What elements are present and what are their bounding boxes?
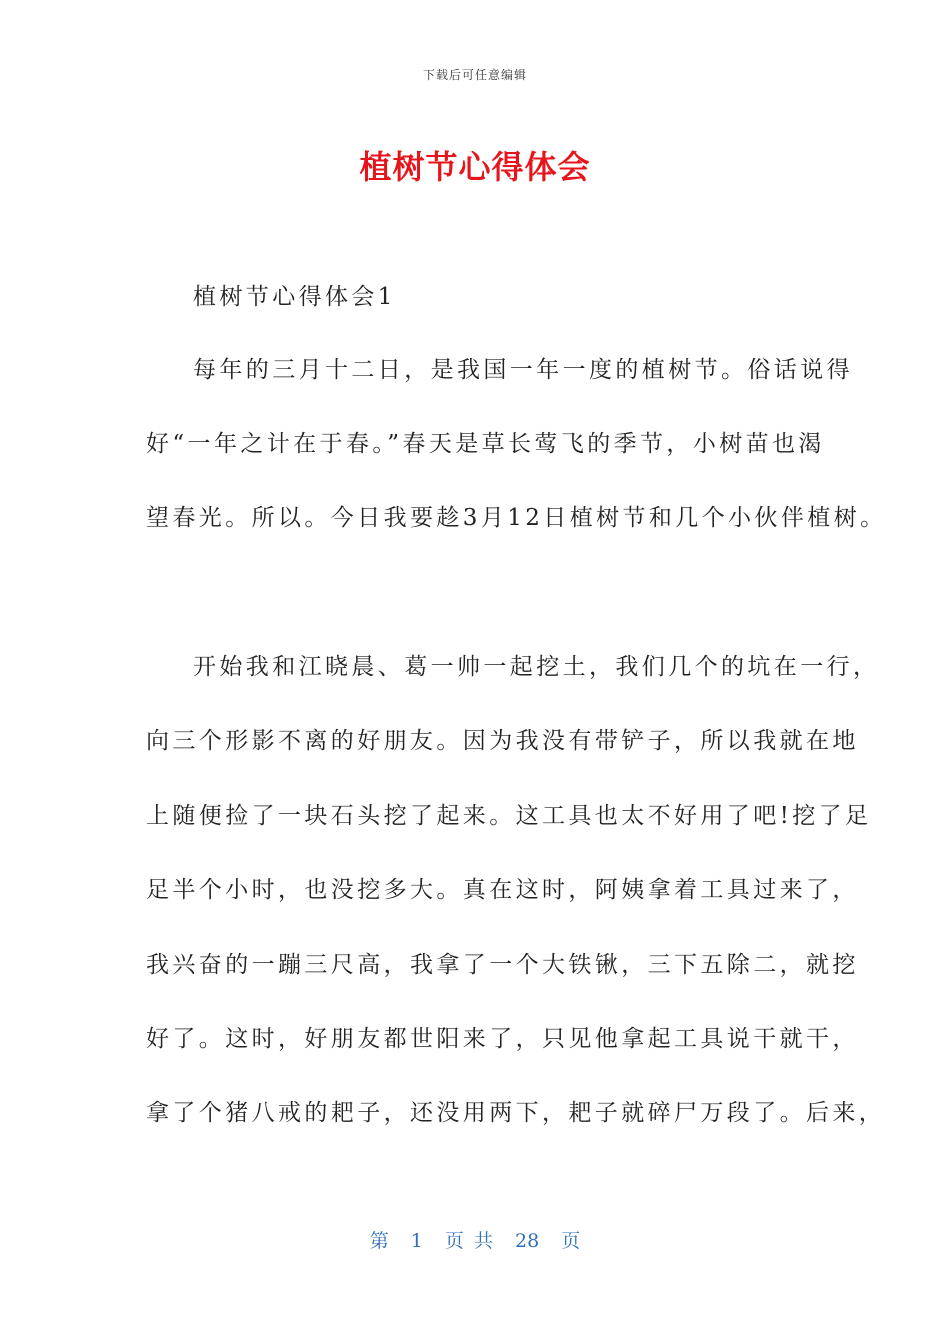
paragraph-line: 好“一年之计在于春。”春天是草长莺飞的季节，小树苗也渴 [146,431,825,457]
footer-suffix: 页 [561,1230,581,1252]
paragraph-line: 上随便捡了一块石头挖了起来。这工具也太不好用了吧!挖了足 [146,803,872,829]
total-page-count: 28 [515,1230,540,1252]
page-number-footer [0,1226,950,1253]
paragraph-line: 好了。这时，好朋友都世阳来了，只见他拿起工具说干就干， [146,1026,859,1052]
paragraph-line: 我兴奋的一蹦三尺高，我拿了一个大铁锹，三下五除二，就挖 [146,952,859,978]
section-heading: 植树节心得体会1 [193,284,396,310]
current-page-number: 1 [410,1230,423,1252]
paragraph-line: 向三个形影不离的好朋友。因为我没有带铲子，所以我就在地 [146,728,859,754]
footer-prefix: 第 [369,1230,389,1252]
document-title: 植树节心得体会 [359,148,591,186]
paragraph-line: 每年的三月十二日，是我国一年一度的植树节。俗话说得 [193,357,853,383]
paragraph-line: 足半个小时，也没挖多大。真在这时，阿姨拿着工具过来了， [146,877,859,903]
paragraph-line: 拿了个猪八戒的耙子，还没用两下，耙子就碎尸万段了。后来， [146,1100,886,1126]
paragraph-line: 望春光。所以。今日我要趁3月12日植树节和几个小伙伴植树。 [146,505,887,531]
footer-middle: 页 共 [444,1230,493,1252]
page-header-note: 下载后可任意编辑 [422,68,527,82]
paragraph-line: 开始我和江晓晨、葛一帅一起挖土，我们几个的坑在一行， [193,654,880,680]
